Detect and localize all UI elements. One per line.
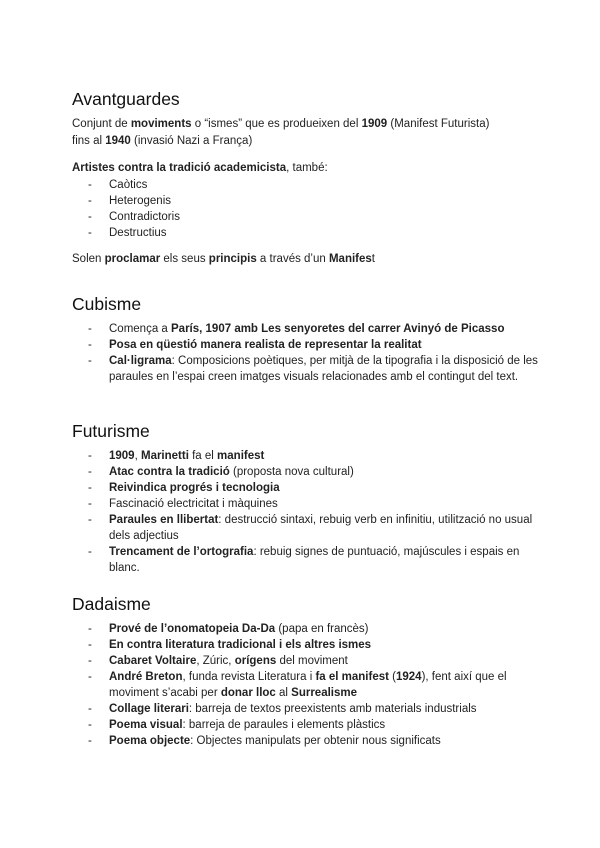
bold-text: 1940 <box>105 135 131 147</box>
text-run: Solen <box>72 253 105 265</box>
bold-text: principis <box>208 253 257 265</box>
bold-text: manifest <box>217 450 265 462</box>
bold-text: 1909 <box>109 450 135 462</box>
bold-text: Manifes <box>328 253 372 265</box>
bold-text: proclamar <box>104 253 161 265</box>
text-run: fins al <box>72 135 106 147</box>
text-run: , funda revista Literatura i <box>182 671 316 683</box>
list-item <box>72 733 542 749</box>
text-run: , <box>134 450 141 462</box>
dadaisme-list <box>72 621 542 749</box>
text-run: (Manifest Futurista) <box>387 118 490 130</box>
list-item <box>72 321 542 337</box>
bold-text: En contra literatura tradicional i els altres ismes <box>109 639 372 651</box>
bold-text: Trencament de l’ortografia <box>109 546 254 558</box>
list-item <box>72 544 542 576</box>
text-run: t <box>371 253 375 265</box>
bold-text: Prové de l’onomatopeia Da-Da <box>109 623 276 635</box>
bold-text: Reivindica progrés i tecnologia <box>109 482 280 494</box>
text-run: a través d’un <box>256 253 329 265</box>
bold-text: Cal·ligrama <box>109 355 172 367</box>
text-run: o “ismes” que es produeixen del <box>191 118 362 130</box>
bold-text: orígens <box>234 655 277 667</box>
list-item <box>72 621 542 637</box>
text-run: fa el <box>188 450 218 462</box>
text-run: : barreja de textos preexistents amb materials industrials <box>188 703 477 715</box>
section-avantguardes <box>72 88 542 268</box>
bold-text: Atac contra la tradició <box>109 466 230 478</box>
heading-avantguardes: Avantguardes <box>72 89 180 109</box>
bold-text: Artistes contra la tradició academicista <box>72 162 287 174</box>
bold-text: Cabaret Voltaire <box>109 655 197 667</box>
bold-text: Surrealisme <box>291 687 358 699</box>
bold-text: donar lloc <box>220 687 276 699</box>
intro-line-2 <box>72 133 542 150</box>
text-run: Fascinació electricitat i màquines <box>109 498 278 510</box>
list-item <box>72 480 542 496</box>
list-item <box>72 496 542 512</box>
list-item <box>72 337 542 353</box>
text-run: , Zúric, <box>196 655 235 667</box>
bold-text: 1909 <box>361 118 388 130</box>
text-run: del moviment <box>276 655 348 667</box>
artistes-line <box>72 160 542 177</box>
list-item <box>72 464 542 480</box>
text-run: : destrucció sintaxi, rebuig verb en infinitiu, utilització no usual dels adjectius <box>109 514 533 542</box>
text-run: : Objectes manipulats per obtenir nous significats <box>190 735 441 747</box>
text-run: Comença a <box>109 323 172 335</box>
list-item: - Heterogenis <box>72 193 542 209</box>
list-item: - Contradictoris <box>72 209 542 225</box>
bold-text: André Breton <box>109 671 183 683</box>
text-run: al <box>275 687 292 699</box>
text-run: ), fent així que el moviment s’acabi per <box>109 671 507 699</box>
bold-text: Poema visual <box>109 719 183 731</box>
bold-text: Collage literari <box>109 703 189 715</box>
text-run: , també: <box>286 162 328 174</box>
list-item: - Caòtics <box>72 177 542 193</box>
list-item <box>72 669 542 701</box>
bold-text: Paraules en llibertat <box>109 514 219 526</box>
heading-dadaisme: Dadaisme <box>72 594 151 614</box>
text-run: : Composicions poètiques, per mitjà de la tipografia i la disposició de les paraules en l’espai creen imatges visuals relacionades amb el contingut del text. <box>109 355 538 383</box>
traits-list <box>72 177 542 241</box>
text-run: : rebuig signes de puntuació, majúscules i espais en blanc. <box>109 546 520 574</box>
text-run: ( <box>388 671 396 683</box>
text-run: Conjunt de <box>72 118 131 130</box>
bold-text: París, 1907 amb Les senyoretes del carrer Avinyó de Picasso <box>171 323 505 335</box>
list-item <box>72 353 542 385</box>
bold-text: Posa en qüestió manera realista de representar la realitat <box>109 339 422 351</box>
list-item <box>72 701 542 717</box>
text-run: : barreja de paraules i elements plàstics <box>182 719 386 731</box>
bold-text: Poema objecte <box>109 735 191 747</box>
document-page <box>72 88 542 747</box>
list-item <box>72 653 542 669</box>
manifest-line <box>72 251 542 268</box>
section-futurisme <box>72 420 542 576</box>
list-item <box>72 512 542 544</box>
intro-line-1 <box>72 116 542 133</box>
list-item <box>72 448 542 464</box>
section-dadaisme <box>72 593 542 749</box>
text-run: (proposta nova cultural) <box>229 466 354 478</box>
text-run: els seus <box>160 253 209 265</box>
list-item <box>72 637 542 653</box>
bold-text: Marinetti <box>140 450 189 462</box>
heading-futurisme: Futurisme <box>72 421 150 441</box>
bold-text: 1924 <box>395 671 422 683</box>
list-item: - Destructius <box>72 225 542 241</box>
bold-text: moviments <box>130 118 192 130</box>
text-run: (invasió Nazi a França) <box>130 135 253 147</box>
section-cubisme <box>72 293 542 385</box>
text-run: (papa en francès) <box>275 623 369 635</box>
futurisme-list <box>72 448 542 576</box>
list-item <box>72 717 542 733</box>
cubisme-list <box>72 321 542 385</box>
heading-cubisme: Cubisme <box>72 294 142 314</box>
bold-text: fa el manifest <box>315 671 389 683</box>
